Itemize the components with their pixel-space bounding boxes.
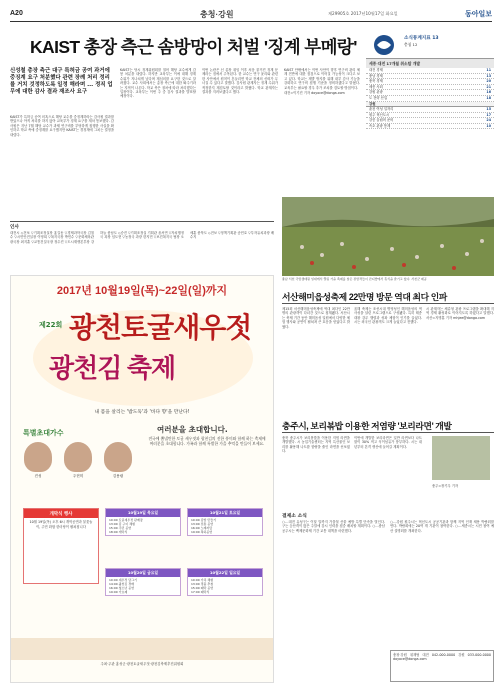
sidebar-header: 세종·대전 17개월 취소탈 개발: [366, 58, 494, 68]
article3-col-1: 충북 충주시가 보리볶밥을 이용한 저염 라면을 개발했다. 시 농업기술센터는 지역 특산물인 보리를 활용해 나트륨 함량을 줄인 라면을 선보였다.: [282, 436, 350, 454]
sidebar-item-page: 13: [486, 73, 491, 78]
schedule-day-title: 10월22일 일요일: [188, 569, 262, 577]
main-body-col-4-text: KAIST 안팎에서는 이번 사안이 향후 연구비 관리 체계 전반에 대한 점검으로 이어질 가능성이 크다고 보고 있다. 학교는 재발 방지를 위해 내부 감사 기능을 강화하고 연구비 집행 기준을 정비하겠다고 밝혔다. 교육부는 필요할 경우 추가 조치를 검토할 방침이다.: [284, 68, 360, 90]
sidebar-item-page: 20: [486, 79, 491, 84]
crowd-photo-image: [282, 197, 494, 276]
sidebar-item-page: 24: [486, 118, 491, 123]
barley-ramen-photo: [432, 436, 490, 480]
article3-byline: 충주=장기우 기자: [432, 484, 459, 488]
sidebar-item-label: 대전 경제: [369, 68, 383, 72]
festival-edition: 제22회: [39, 321, 63, 329]
briefs-col-1: ○…대전 유성구는 이달 말까지 가을철 산불 예방 특별 단속을 벌인다. 구는 등산객이 많은 주말에 감시 인력을 집중 배치할 계획이다. ○…충남 공주시는 백제문화제 기간 교통 대책을 마련했다.: [282, 520, 385, 533]
main-byline: 대전=이기진 기자 doyoce@donga.com: [284, 91, 345, 96]
article3-headline: 충주시, 보리볶밥 이용한 저염량 '보리라면' 개발: [282, 421, 452, 431]
schedule-day-title: 10월19일 목요일: [106, 509, 180, 517]
opening-title: 개막식 행사: [24, 509, 98, 518]
guest-singer: [61, 442, 95, 479]
invitation-title: 여러분을 초대합니다.: [157, 425, 228, 434]
article2-col-1: 제15회 서산해미읍성축제에 역대 최다인 22만 명의 관광객이 다녀간 것으로 집계됐다. 서산시는 축제 기간 동안 해미읍성 일원에서 다양한 체험 행사와 공연이 펼쳐져 큰 호응을 얻었다고 밝혔다.: [282, 307, 350, 329]
personnel-title: 인사: [10, 225, 19, 230]
page-number: A20: [10, 10, 23, 17]
main-body-col-3: 이번 논란은 신 총장 취임 이후 처음 불거진 징계 문제라는 점에서 주목된다. 한 교수는 연구 윤리와 관련한 사안에서 원칙이 흔들리면 학교 전체의 신뢰가 무너질 수 있다고 말했다. 감사원 관계자는 징계 수위가 적정한지 재검토할 것이라고 밝혔다. 학교 관계자는 결과를 지켜보겠다고 했다.: [202, 68, 278, 95]
sidebar-item-label: 세종 사회: [369, 84, 383, 89]
newspaper-logo: 동아일보: [464, 10, 492, 18]
schedule-item: 13:00 경품 추첨: [191, 582, 214, 586]
main-body-col-4: [284, 68, 360, 216]
schedule-item: 14:00 광천김 경매: [109, 582, 135, 586]
schedule-item: 19:00 축하공연: [191, 530, 213, 534]
article3-col-2: 이번에 개발한 보리라면은 일반 라면보다 나트륨이 30% 적고 식이섬유가 풍부하다. 시는 내년부터 본격 생산에 들어갈 계획이다.: [354, 436, 422, 449]
article2-col-3: 시 관계자는 체류형 관광 프로그램을 확대해 지역 경제 활성화로 이어지도록 하겠다고 말했다. 서산=지명훈 기자 mhjee@donga.com: [426, 307, 494, 320]
sidebar-subtitle: 충청 12: [404, 42, 418, 47]
sidebar-top: [366, 32, 494, 58]
guest-singer: [21, 442, 55, 479]
briefs-title: 결제소 소식: [282, 514, 307, 519]
schedule-item: 17:00 폐막식: [191, 590, 210, 594]
sidebar-item-page: 16: [486, 90, 491, 95]
schedule-item: 10:00 김밥 만들기: [191, 518, 217, 522]
contact-box: 충청·강원 취재팀 대전 042-000-0000 강원 033-000-0000 doyoce@donga.com: [390, 650, 494, 682]
divider: [282, 432, 494, 433]
article2-col-2: 올해 축제는 조선시대 병영성인 해미읍성의 역사성을 살린 프로그램으로 구성됐다. 특히 태종대왕 강무 행렬과 성곽 체험이 인기를 끌었다. 시는 외국인 관광객도 크게 늘었다고 전했다.: [354, 307, 422, 325]
main-lead: 신성철 총장 측근 대구 특허금 공여 과거에 중징계 요구 처분했다 관련 장례 처리 정리를 거치 것정하도록 일정 해라며 ... 정직 업무에 대한 감사 결과 재조사 요구: [10, 68, 113, 95]
schedule-day-2: [105, 568, 181, 596]
sidebar-item-label: 충북 경제: [369, 79, 383, 84]
schedule-day-title: 10월21일 토요일: [188, 509, 262, 517]
food-photo-strip: [11, 638, 273, 660]
schedule-item: 10:00 토굴새우젓 판매장: [109, 518, 143, 522]
index-sidebar: [366, 32, 494, 192]
festival-crowd-photo: [282, 197, 494, 276]
guest-portrait: [24, 442, 52, 472]
sidebar-category: 강원: [366, 102, 494, 107]
schedule-day-3: [187, 508, 263, 536]
schedule-item: 18:00 개막식: [109, 530, 128, 534]
sidebar-item-page: 11: [486, 68, 491, 72]
guest-name: 주현미: [72, 474, 84, 478]
channel-badge-icon: [370, 34, 398, 56]
guest-singer: [101, 442, 135, 479]
schedule-day-title: 10월20일 금요일: [106, 569, 180, 577]
divider: [282, 303, 494, 304]
invitation-body: 전국에 뽐낼만한 토굴 새우젓과 광천김의 진한 풍미와 함께 하는 축제에 여러분을 초대합니다. 가족과 함께 특별한 가을 추억을 만들어 보세요.: [148, 436, 266, 447]
sidebar-list-2: [366, 107, 494, 129]
schedule-item: 13:00 김 구이 체험: [109, 522, 135, 526]
sidebar-title: 소식통계지표 13: [404, 36, 439, 41]
sidebar-item-page: 17: [486, 112, 491, 117]
sidebar-item[interactable]: [366, 124, 494, 130]
main-headline: KAIST 총장 측근 솜방망이 처벌 '징계 부메랑': [30, 37, 357, 57]
festival-slogan: 내 몸을 살리는 '밥도둑'과 '바다 향'을 만난다!: [94, 410, 190, 415]
schedule-item: 13:00 전통 공연: [191, 522, 214, 526]
sidebar-item-page: 15: [486, 106, 491, 111]
sidebar-item-label: 원주 혁신도시: [369, 112, 390, 117]
personnel-list: 대전시 ◇전보 ▽기획조정실장 홍길동 ▽경제과학국장 김철수 ▽시민안전실장 이영희 ▽복지국장 박민수 ▽문화체육관광국장 최지훈 ▽교통건설국장 정수진 ▽도시재생본부장 강하늘 충남도 ◇승진 ▽기획조정실 기획관 윤서연 ▽자치행정국 과장 임도현 ▽농정국 과장 한지민 ▽보건복지국 팀장 오세훈 충북도 ◇전보 ▽정책기획관 송민호 ▽투자유치과장 배수지: [10, 231, 274, 244]
sidebar-item-page: 10: [486, 123, 491, 128]
main-body-col-2: KAIST는 당시 징계위원회를 열어 해당 교수에게 감봉 처분을 내렸다. 하지만 교육부는 이에 대해 징계 수위가 지나치게 낮다며 재심의를 요구한 것으로 알려졌다. 교수 사회에서는 총장 측근에 대한 봐주기라는 지적이 나온다. 학교 측은 절차에 따라 처리했다는 입장이다. 교육부는 이번 주 중 감사 결과를 발표할 예정이다.: [120, 68, 196, 99]
photo-caption: 충남 서천 국립생태원 일대에서 열린 가을 축제를 찾은 관람객들이 잔디밭에서 휴식을 즐기고 있다. 서천군 제공: [282, 277, 427, 281]
opening-body: 10월 19일(목) 오후 6시 개막공연과 불꽃놀이, 주민 화합 한마당이 펼쳐집니다: [29, 520, 93, 529]
main-body-col-1: KAIST가 특허금 공여 의혹으로 해당 교수를 중징계하라는 감사원 결과를 받았으나 아직 처리를 하지 않아 교육부가 징계 요구를 재차 통보했다. 감사원은 지난 7월 해당 교수가 과제 연구비를 부당하게 집행한 사실을 확인하고 학교 측에 중징계를 요구했지만 KAIST는 경징계에 그치는 결정을 내렸다.: [10, 115, 114, 137]
opening-ceremony-box: [23, 508, 99, 584]
guest-portrait: [64, 442, 92, 472]
guest-portrait: [104, 442, 132, 472]
guest-name: 김용림: [112, 474, 124, 478]
festival-title-line-1: 광천토굴새우젓: [69, 313, 252, 344]
sidebar-item-page: 18: [486, 95, 491, 100]
divider: [10, 221, 274, 222]
schedule-item: 16:00 청소년 공연: [109, 586, 135, 590]
issue-date: 제29905호 2017년10월17일 화요일: [328, 11, 398, 16]
article2-headline: 서산해미읍성축제 22만명 방문 역대 최다 인파: [282, 292, 447, 302]
festival-advertisement: [10, 275, 274, 683]
guest-name: 진성: [34, 474, 42, 478]
sidebar-item-label: 도 전략 산업: [369, 95, 388, 100]
schedule-item: 16:00 노래자랑: [191, 526, 213, 530]
sidebar-item-label: 강릉 올림픽 준비: [369, 118, 394, 123]
schedule-item: 15:00 주민 공연: [109, 526, 132, 530]
section-title: 충청·강원: [200, 10, 234, 19]
festival-host: 주최·주관 홍성군·광천토굴새우젓·광천김축제추진위원회: [100, 662, 184, 666]
page-header: [10, 8, 492, 22]
sidebar-item-label: 춘천 여성 일자리: [369, 106, 394, 111]
schedule-day-1: [105, 508, 181, 536]
sidebar-list: [366, 68, 494, 102]
festival-title-line-2: 광천김 축제: [49, 354, 176, 383]
schedule-item: 10:00 새우젓 담그기: [109, 578, 137, 582]
schedule-item: 15:00 폐막 공연: [191, 586, 214, 590]
briefs-col-2: ○…강원 원주시는 혁신도시 공공기관과 함께 지역 인재 채용 박람회를 연다. 박람회에는 20여 개 기관이 참여한다. ○…세종시는 시민 참여 예산 설명회를 개최한다.: [390, 520, 494, 533]
sidebar-item-label: 강원 관광: [369, 90, 383, 95]
schedule-day-4: [187, 568, 263, 596]
sidebar-item-label: 속초 관광 통계: [369, 123, 391, 128]
sidebar-item-page: 21: [486, 84, 491, 89]
schedule-item: 10:00 가족 체험: [191, 578, 214, 582]
guests-title: 특별초대가수: [23, 429, 64, 437]
schedule-item: 19:00 가요제: [109, 590, 128, 594]
festival-dates: 2017년 10월19일(목)~22일(일)까지: [56, 285, 228, 297]
sidebar-item-label: 충남 경제: [369, 73, 383, 78]
